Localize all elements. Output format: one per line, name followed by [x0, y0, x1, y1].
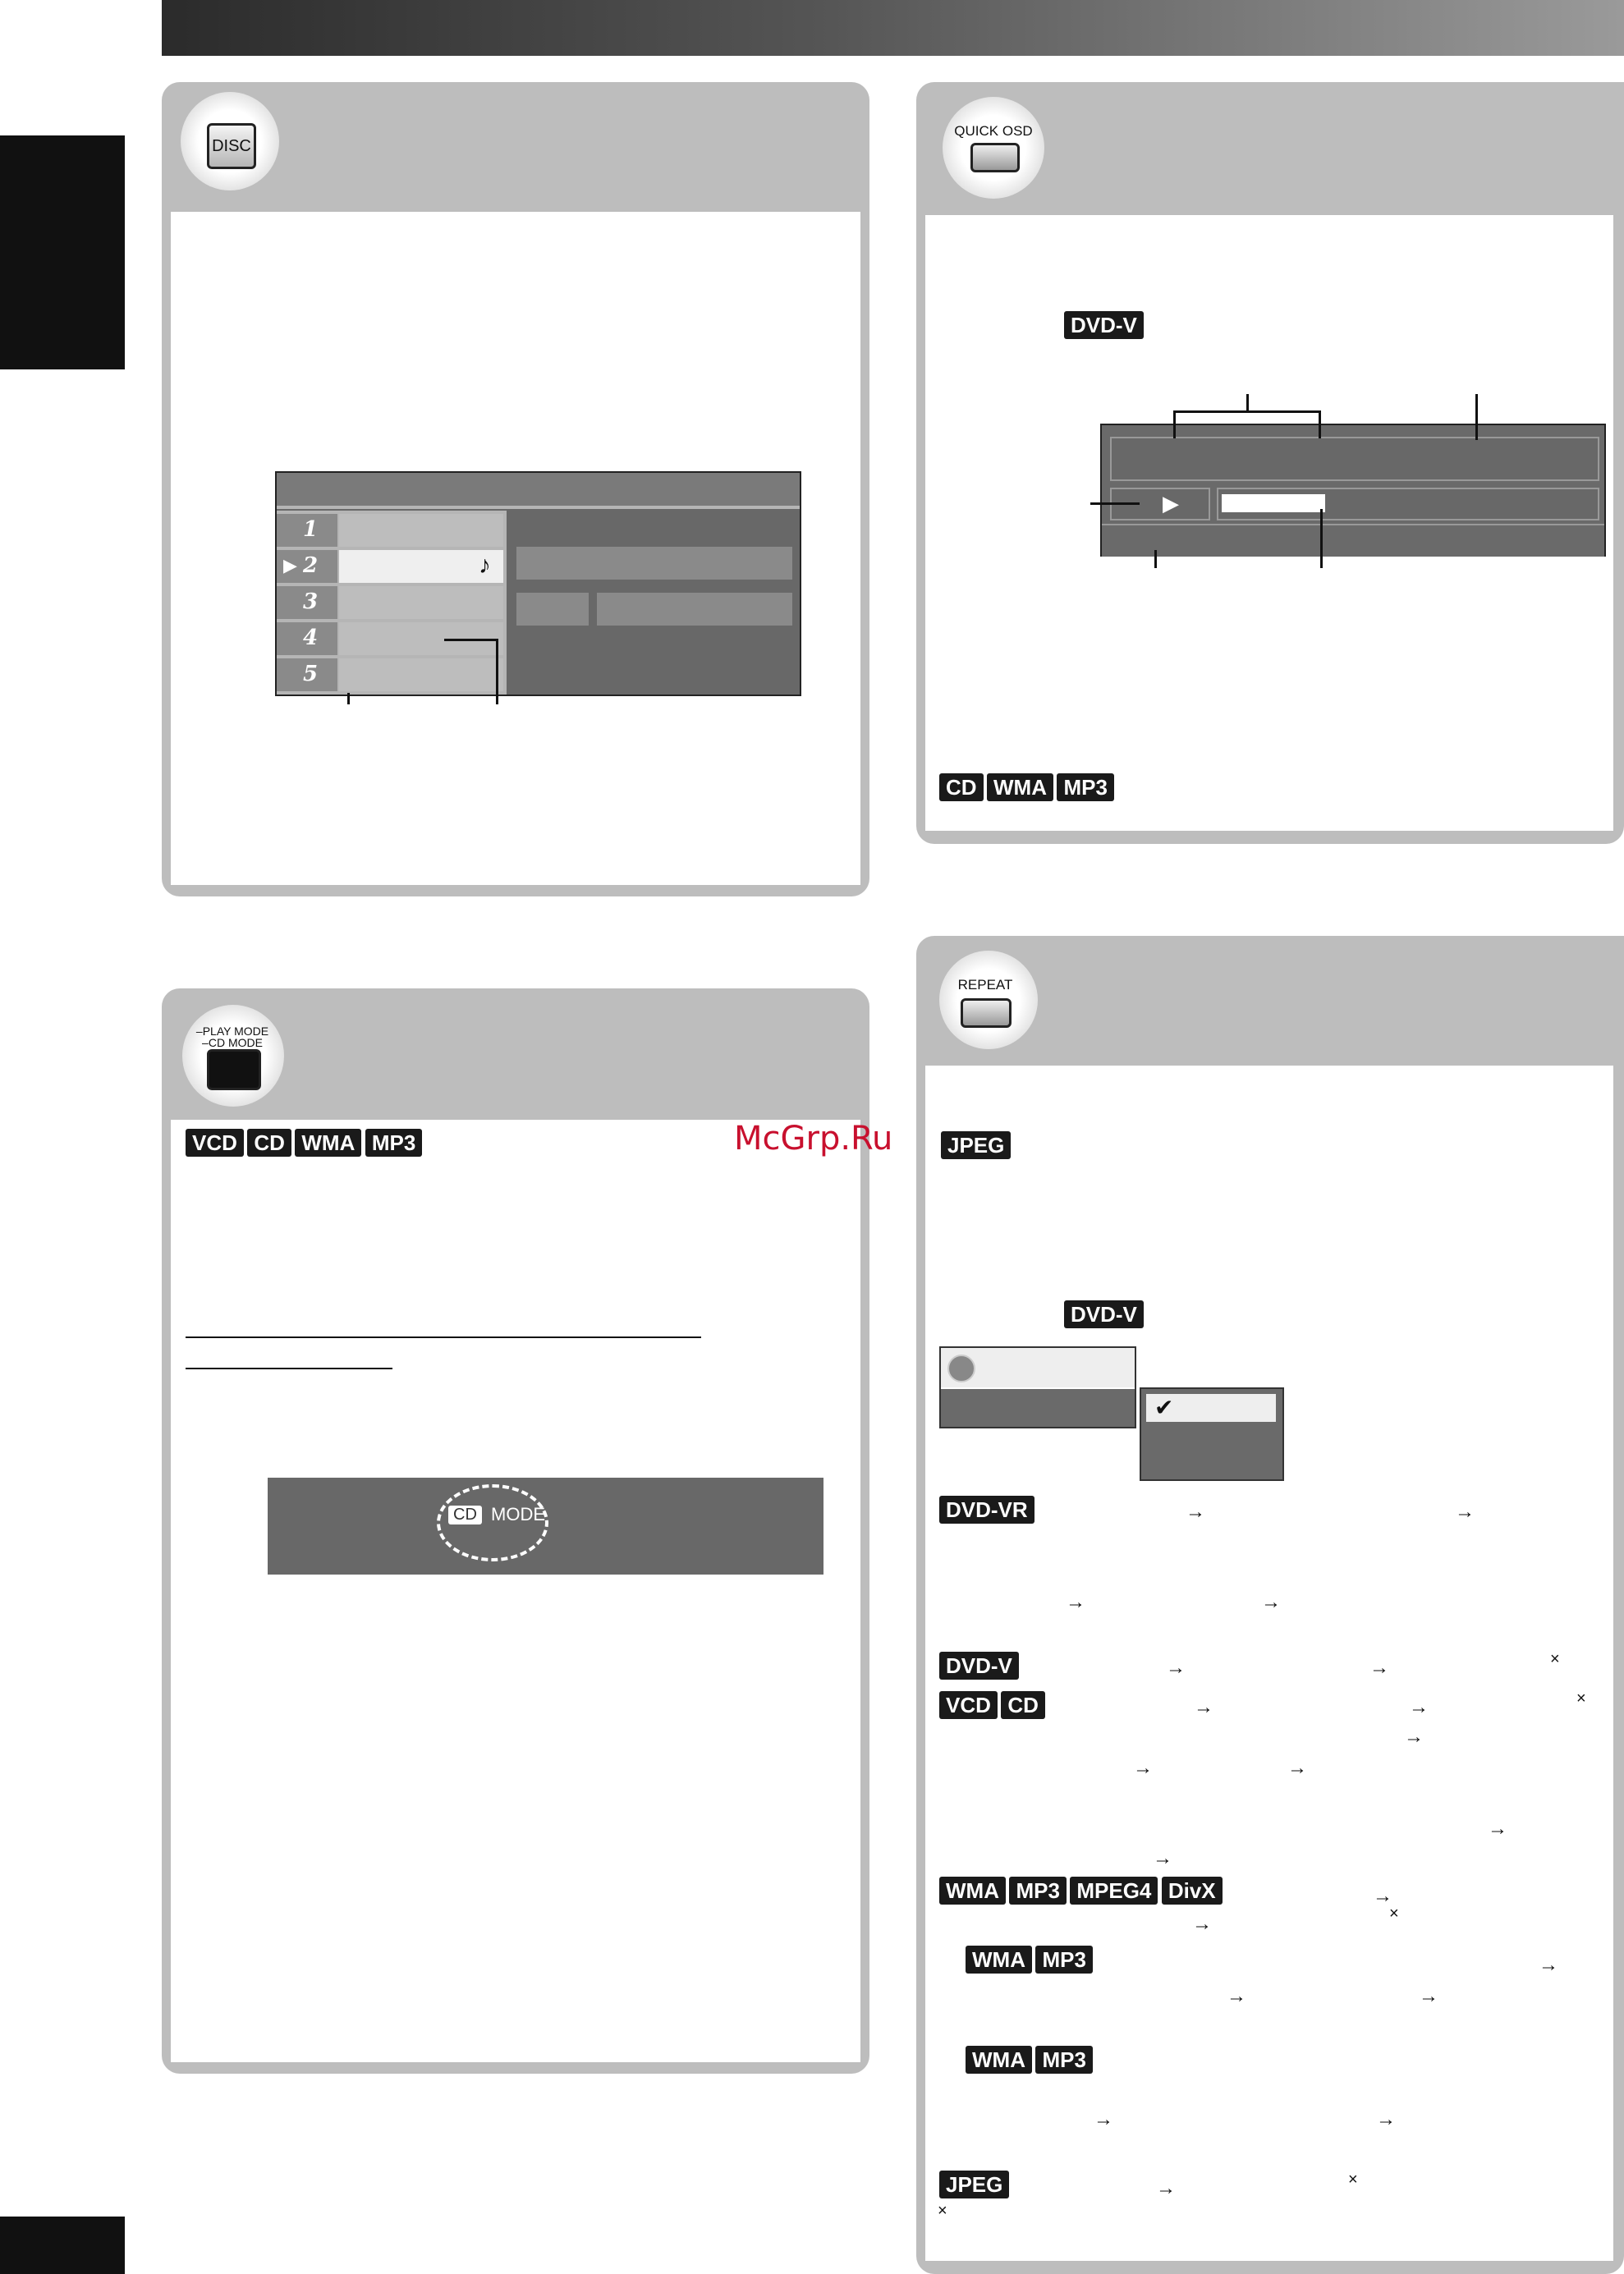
- arrow: →: [1166, 1657, 1186, 1679]
- arrow: →: [1066, 1591, 1085, 1613]
- disc-button[interactable]: [207, 123, 256, 169]
- arrow: →: [1376, 2108, 1396, 2130]
- callout-line: [496, 639, 498, 704]
- badge-wma: WMA: [295, 1129, 361, 1157]
- header-bar: [162, 0, 1624, 56]
- arrow: →: [1194, 1696, 1213, 1718]
- arrow: →: [1094, 2108, 1113, 2130]
- badge-vcd: VCD: [186, 1129, 244, 1157]
- list-item[interactable]: [277, 550, 503, 583]
- badge-mpeg4: MPEG4: [1070, 1877, 1158, 1905]
- callout-line: [347, 693, 350, 704]
- arrow: →: [1404, 1726, 1424, 1748]
- arrow: →: [1153, 1847, 1172, 1869]
- badge-mp3: MP3: [365, 1129, 422, 1157]
- watermark: McGrp.Ru: [734, 1120, 893, 1158]
- off-symbol: ×: [1576, 1689, 1586, 1708]
- badge-row: [966, 2046, 1093, 2074]
- music-note-icon: ♪: [479, 552, 491, 579]
- repeat-option-selected[interactable]: [1146, 1394, 1276, 1422]
- badge-mp3: MP3: [1009, 1877, 1066, 1905]
- badge-mp3: MP3: [1035, 1946, 1092, 1974]
- play-mode-button-label: –PLAY MODE: [195, 1025, 269, 1038]
- arrow: →: [1369, 1657, 1389, 1679]
- osd-info-box: [1217, 488, 1599, 520]
- callout-line: [1320, 509, 1323, 568]
- track-number: 3: [303, 589, 319, 614]
- callout-line: [1246, 394, 1249, 412]
- info-bar: [516, 547, 792, 580]
- cd-mode-mode-label: MODE: [491, 1504, 545, 1524]
- cd-mode-button-label: –CD MODE: [202, 1036, 263, 1049]
- arrow: →: [1227, 1985, 1246, 2007]
- info-box-wide: [597, 593, 792, 626]
- side-tab: [0, 135, 125, 369]
- list-item[interactable]: [277, 658, 503, 691]
- badge-dvd-v: DVD-V: [1064, 311, 1144, 339]
- list-item[interactable]: [277, 586, 503, 619]
- osd-highlight: [1222, 494, 1325, 512]
- arrow: →: [1156, 2177, 1176, 2199]
- repeat-menu: [939, 1346, 1136, 1428]
- check-icon: [947, 1355, 975, 1382]
- badge-dvd-vr: DVD-VR: [939, 1496, 1034, 1524]
- badge-vcd: VCD: [939, 1691, 998, 1719]
- divider-line: [186, 1336, 701, 1338]
- cd-mode-display: [268, 1478, 823, 1575]
- track-number: 5: [303, 662, 319, 686]
- badge-wma: WMA: [987, 773, 1053, 801]
- arrow: →: [1261, 1591, 1281, 1613]
- arrow: →: [1455, 1501, 1475, 1523]
- off-symbol: ×: [938, 2202, 947, 2220]
- osd-screen: [1100, 424, 1606, 557]
- list-item[interactable]: [277, 514, 503, 547]
- callout-line: [1319, 410, 1321, 438]
- arrow: →: [1133, 1757, 1153, 1779]
- play-mode-button[interactable]: [207, 1049, 261, 1090]
- divider-line: [186, 1368, 392, 1369]
- arrow: →: [1409, 1696, 1429, 1718]
- badge-wma: WMA: [966, 1946, 1032, 1974]
- badge-jpeg: JPEG: [939, 2171, 1009, 2198]
- badge-cd: CD: [939, 773, 984, 801]
- badge-wma: WMA: [939, 1877, 1006, 1905]
- badge-dvd-v: DVD-V: [1064, 1300, 1144, 1328]
- badge-row: [966, 1946, 1093, 1974]
- repeat-menu-header: [941, 1348, 1135, 1387]
- repeat-button[interactable]: [961, 998, 1012, 1028]
- play-mode-panel-body: [171, 1120, 860, 2062]
- badge-row: [186, 1129, 422, 1157]
- repeat-panel-body: [925, 1066, 1613, 2261]
- info-box-small: [516, 593, 589, 626]
- badge-cd: CD: [247, 1129, 291, 1157]
- arrow: →: [1373, 1885, 1392, 1907]
- badge-cd: CD: [1001, 1691, 1045, 1719]
- play-marker: ▶: [283, 555, 297, 575]
- arrow: →: [1192, 1913, 1212, 1935]
- badge-wma: WMA: [966, 2046, 1032, 2074]
- callout-line: [1173, 410, 1176, 438]
- badge-row: [1064, 311, 1144, 339]
- disc-screen: [275, 471, 801, 696]
- badge-row: [939, 773, 1114, 801]
- repeat-menu-body: [941, 1389, 1135, 1427]
- callout-line: [1475, 394, 1478, 440]
- osd-top-bar: [1110, 437, 1599, 481]
- track-number: 1: [303, 517, 319, 542]
- off-symbol: ×: [1389, 1905, 1399, 1923]
- quick-osd-button-label: QUICK OSD: [954, 123, 1033, 139]
- arrow: →: [1488, 1818, 1507, 1840]
- checkmark-icon: ✔: [1154, 1395, 1174, 1420]
- arrow: →: [1186, 1501, 1205, 1523]
- play-icon: ▶: [1163, 491, 1179, 516]
- disc-button-label: DISC: [212, 137, 251, 155]
- badge-row: [939, 1877, 1223, 1905]
- repeat-submenu: [1140, 1387, 1284, 1481]
- page-footer-tab: [0, 2217, 125, 2274]
- callout-line: [1154, 550, 1157, 568]
- badge-divx: DivX: [1162, 1877, 1223, 1905]
- callout-line: [444, 639, 498, 641]
- badge-jpeg: JPEG: [941, 1131, 1011, 1159]
- badge-mp3: MP3: [1057, 773, 1113, 801]
- track-number: 4: [303, 626, 319, 650]
- quick-osd-button[interactable]: [970, 143, 1020, 172]
- track-number: 2: [303, 553, 319, 578]
- arrow: →: [1287, 1757, 1307, 1779]
- badge-dvd-v: DVD-V: [939, 1652, 1019, 1680]
- callout-line: [1090, 502, 1140, 505]
- osd-bottom-bar: [1102, 524, 1604, 557]
- arrow: →: [1539, 1954, 1558, 1976]
- off-symbol: ×: [1550, 1650, 1560, 1668]
- cd-mode-cd-label: CD: [448, 1506, 482, 1524]
- disc-screen-header: [277, 473, 800, 509]
- arrow: →: [1419, 1985, 1438, 2007]
- badge-row: [939, 1691, 1045, 1719]
- badge-mp3: MP3: [1035, 2046, 1092, 2074]
- off-symbol: ×: [1348, 2171, 1358, 2189]
- repeat-button-label: REPEAT: [957, 977, 1013, 993]
